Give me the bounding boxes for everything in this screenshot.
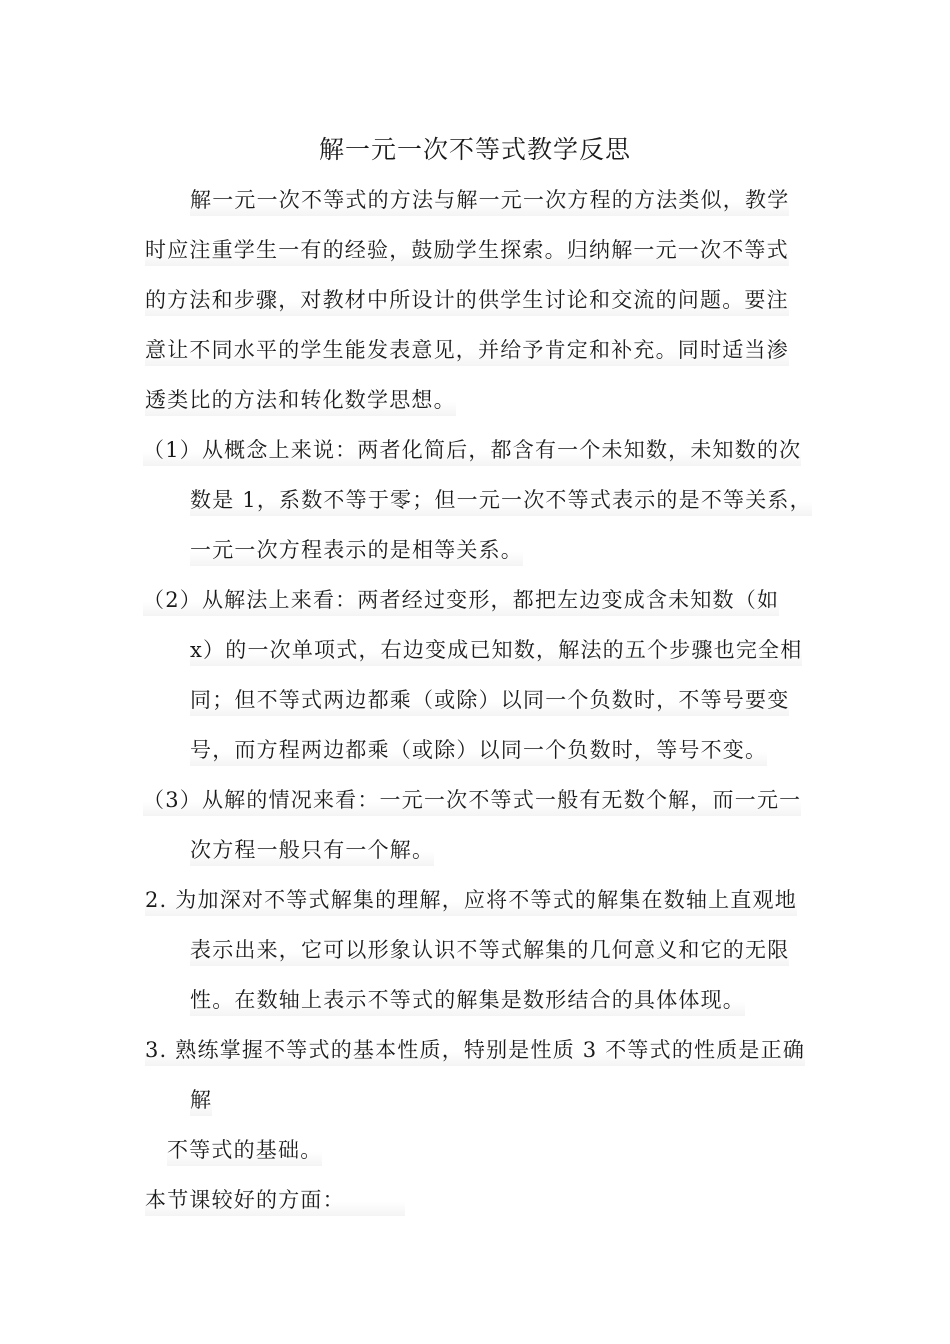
list-item-line: 表示出来，它可以形象认识不等式解集的几何意义和它的无限 bbox=[190, 934, 789, 966]
document-title: 解一元一次不等式教学反思 bbox=[318, 135, 631, 164]
paragraph-line: 解一元一次不等式的方法与解一元一次方程的方法类似，教学 bbox=[190, 184, 789, 216]
list-item-line: 数是 1，系数不等于零；但一元一次不等式表示的是不等关系， bbox=[190, 484, 812, 516]
paragraph-line: 的方法和步骤，对教材中所设计的供学生讨论和交流的问题。要注 bbox=[145, 284, 789, 316]
list-item-line: 2. 为加深对不等式解集的理解，应将不等式的解集在数轴上直观地 bbox=[145, 884, 797, 916]
list-item-line: （3）从解的情况来看：一元一次不等式一般有无数个解，而一元一 bbox=[143, 784, 801, 816]
list-item-line: 号，而方程两边都乘（或除）以同一个负数时，等号不变。 bbox=[190, 734, 767, 766]
list-item-line: 3. 熟练掌握不等式的基本性质，特别是性质 3 不等式的性质是正确 bbox=[145, 1034, 805, 1066]
paragraph-line: 透类比的方法和转化数学思想。 bbox=[145, 384, 456, 416]
list-item-line: 性。在数轴上表示不等式的解集是数形结合的具体体现。 bbox=[190, 984, 745, 1016]
list-item-line: 一元一次方程表示的是相等关系。 bbox=[190, 534, 523, 566]
list-item-line: （1）从概念上来说：两者化简后，都含有一个未知数，未知数的次 bbox=[143, 434, 801, 466]
paragraph-line: 时应注重学生一有的经验，鼓励学生探索。归纳解一元一次不等式 bbox=[145, 234, 789, 266]
list-item-line: 次方程一般只有一个解。 bbox=[190, 834, 434, 866]
list-item-line: 同；但不等式两边都乘（或除）以同一个负数时，不等号要变 bbox=[190, 684, 789, 716]
section-heading: 本节课较好的方面： bbox=[145, 1184, 405, 1216]
list-item-line: 不等式的基础。 bbox=[167, 1134, 322, 1166]
list-item-line: x）的一次单项式，右边变成已知数，解法的五个步骤也完全相 bbox=[190, 634, 802, 666]
list-item-line: （2）从解法上来看：两者经过变形，都把左边变成含未知数（如 bbox=[143, 584, 779, 616]
paragraph-line: 意让不同水平的学生能发表意见，并给予肯定和补充。同时适当渗 bbox=[145, 334, 789, 366]
list-item-line: 解 bbox=[190, 1084, 212, 1116]
